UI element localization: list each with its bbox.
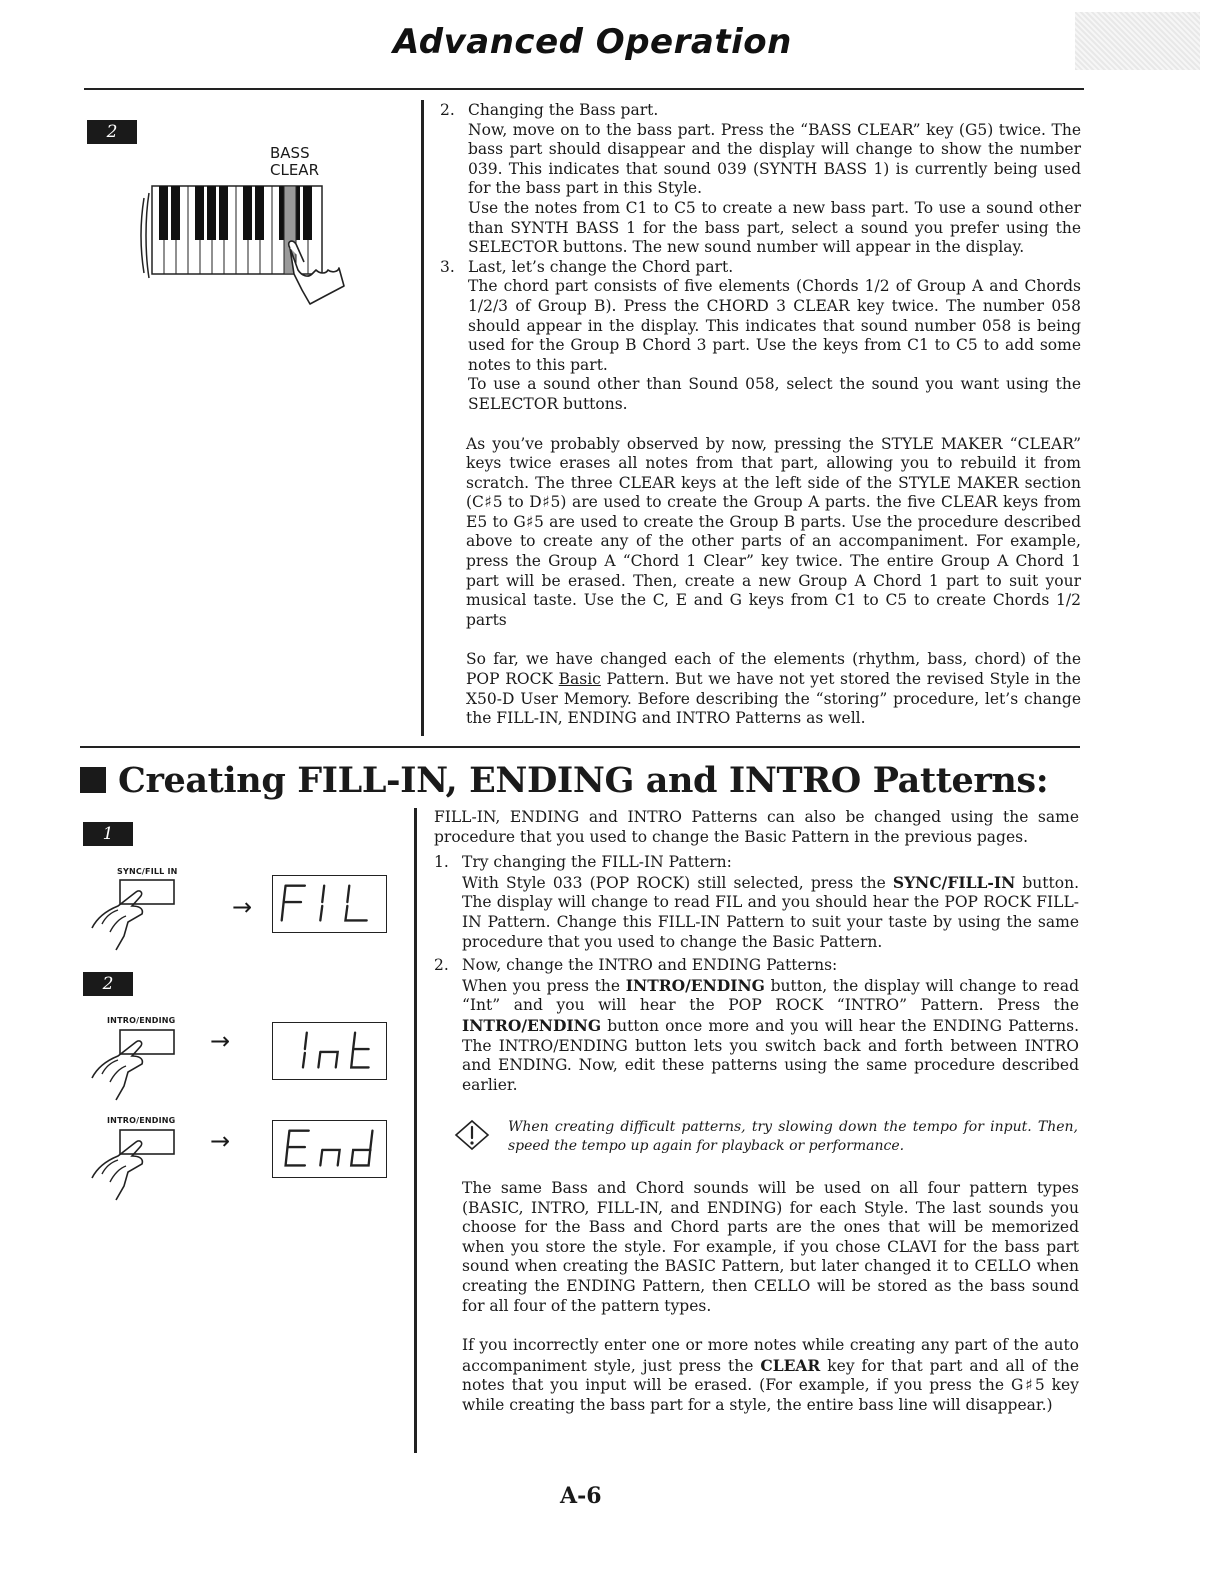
pointing-hand-icon (88, 1126, 198, 1206)
paragraph: So far, we have changed each of the elements (rhythm, bass, chord) of the POP ROCK Basic Pattern. But we have not yet stored the revised Style in the X50-D User Memory. Before describing the “storing” procedure, let’s change the FILL-IN, ENDING and INTRO Patterns as well. (466, 650, 1081, 728)
arrow-right-icon: → (210, 1127, 231, 1155)
sync-fill-in-label: SYNC/FILL IN (117, 867, 178, 876)
intro-ending-label: INTRO/ENDING (107, 1116, 176, 1125)
step-badge: 2 (87, 120, 137, 144)
paragraph: The same Bass and Chord sounds will be used on all four pattern types (BASIC, INTRO, FILL-IN, and ENDING) for each Style. The last sounds you choose for the Bass and Chord parts are the ones that will be memorized when you store the style. For example, if you chose CLAVI for the bass part sound when creating the BASIC Pattern, but later changed it to CELLO when creating the ENDING Pattern, then CELLO will be stored as the bass sound for all four of the pattern types. (462, 1179, 1079, 1315)
square-bullet-icon (80, 767, 106, 793)
column-divider (421, 100, 424, 736)
header-shading (1075, 12, 1200, 70)
item-heading: Changing the Bass part. (468, 101, 659, 119)
section-text-column (434, 808, 1079, 1095)
item-number: 1. (434, 853, 449, 872)
paragraph: The chord part consists of five elements (Chords 1/2 of Group A and Chords 1/2/3 of Group B). Press the CHORD 3 CLEAR key twice. The number 058 should appear in the display. This indicates that sound number 058 is being used for the Group B Chord 3 part. Use the keys from C1 to C5 to add some notes to this part. (468, 277, 1081, 374)
arrow-right-icon: → (232, 893, 253, 921)
lcd-display-int (272, 1022, 387, 1080)
step-1-fill-in (434, 853, 1079, 952)
item-heading: Now, change the INTRO and ENDING Patterns: (462, 956, 838, 975)
paragraph: If you incorrectly enter one or more notes while creating any part of the auto accompaniment style, just press the CLEAR key for that part and all of the notes that you input will be erased. (For example, if you press the G♯5 key while creating the bass part for a style, the entire bass line will disappear.) (462, 1336, 1080, 1414)
warning-icon (452, 1118, 492, 1152)
item-number: 3. (440, 257, 455, 276)
piano-keyboard-icon (140, 178, 350, 308)
step-badge: 1 (83, 822, 133, 846)
section-rule (80, 746, 1080, 748)
step-2-intro-ending (434, 956, 1079, 1095)
step-badge: 2 (83, 972, 133, 996)
paragraph: Use the notes from C1 to C5 to create a new bass part. To use a sound other than SYNTH BASS 1 for the bass part, select a sound you prefer using the SELECTOR buttons. The new sound number will appear in the display. (468, 198, 1081, 257)
header-rule (84, 88, 1084, 90)
pointing-hand-icon (88, 876, 198, 956)
paragraph: FILL-IN, ENDING and INTRO Patterns can also be changed using the same procedure that you used to change the Basic Pattern in the previous pages. (434, 808, 1079, 846)
item-number: 2. (440, 101, 455, 119)
pointing-hand-icon (88, 1026, 198, 1106)
page-number: A-6 (560, 1483, 602, 1509)
item-heading: Last, let’s change the Chord part. (468, 257, 734, 276)
tip-note: When creating difficult patterns, try slowing down the tempo for input. Then, speed the tempo up again for playback or performance. (508, 1119, 1078, 1154)
paragraph: As you’ve probably observed by now, pressing the STYLE MAKER “CLEAR” keys twice erases all notes from that part, allowing you to rebuild it from scratch. The three CLEAR keys at the left side of the STYLE MAKER section (C♯5 to D♯5) are used to create the Group A parts. the five CLEAR keys from E5 to G♯5 are used to create the Group B parts. Use the procedure described above to create any of the other parts of an accompaniment. For example, press the Group A “Chord 1 Clear” key twice. The entire Group A Chord 1 part will be erased. Then, create a new Group A Chord 1 part to suit your musical taste. Use the C, E and G keys from C1 to C5 to create Chords 1/2 parts (466, 434, 1081, 629)
lcd-display-fil (272, 875, 387, 933)
arrow-right-icon: → (210, 1027, 231, 1055)
column-divider (414, 808, 417, 1453)
paragraph: To use a sound other than Sound 058, select the sound you want using the SELECTOR buttons. (468, 375, 1081, 413)
bass-label-line2: CLEAR (270, 161, 319, 179)
intro-ending-label: INTRO/ENDING (107, 1016, 176, 1025)
page-title: Advanced Operation (393, 22, 792, 62)
step-2-bass (440, 101, 1081, 258)
top-text-column (440, 101, 1081, 729)
paragraph: Now, move on to the bass part. Press the “BASS CLEAR” key (G5) twice. The bass part should disappear and the display will change to show the number 039. This indicates that sound 039 (SYNTH BASS 1) is currently being used for the bass part in this Style. (468, 120, 1081, 198)
item-heading: Try changing the FILL-IN Pattern: (462, 853, 732, 872)
step-3-chord (440, 258, 1081, 415)
section-heading: Creating FILL-IN, ENDING and INTRO Patterns: (80, 760, 1048, 801)
bass-label-line1: BASS (270, 144, 310, 162)
bass-clear-label (270, 145, 319, 179)
paragraph: With Style 033 (POP ROCK) still selected, press the SYNC/FILL-IN button. The display will change to read FIL and you should hear the POP ROCK FILL-IN Pattern. Change this FILL-IN Pattern to suit your taste by using the same procedure that you used to change the Basic Pattern. (462, 872, 1079, 951)
paragraph: When you press the INTRO/ENDING button, the display will change to read “Int” and you will hear the POP ROCK “INTRO” Pattern. Press the INTRO/ENDING button once more and you will hear the ENDING Patterns. The INTRO/ENDING button lets you switch back and forth between INTRO and ENDING. Now, edit these patterns using the same procedure described earlier. (462, 975, 1079, 1094)
lcd-display-end (272, 1120, 387, 1178)
item-number: 2. (434, 956, 449, 975)
section-text-lower (462, 1179, 1079, 1416)
